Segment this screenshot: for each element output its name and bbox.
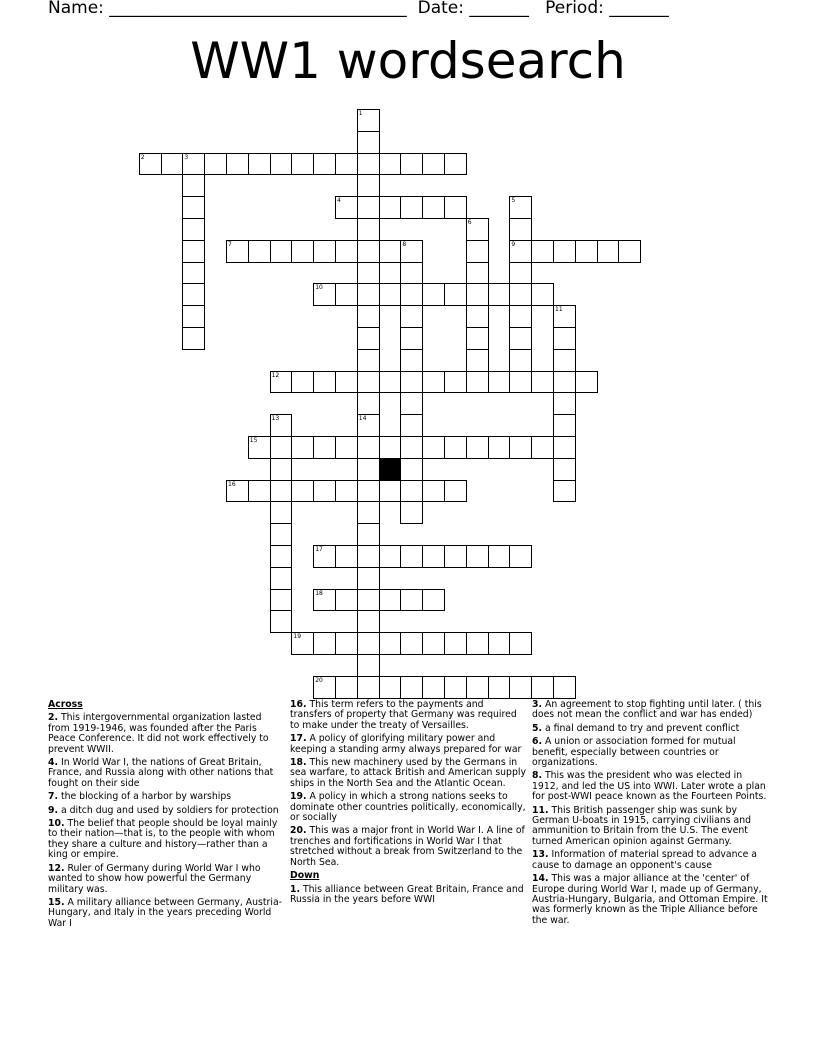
- across-heading: Across: [48, 699, 83, 710]
- grid-cell[interactable]: [182, 153, 205, 176]
- down-clue: 1. This alliance between Great Britain, France and Russia in the years before WWI: [290, 883, 524, 905]
- grid-cell[interactable]: [379, 196, 402, 219]
- grid-cell[interactable]: [575, 240, 598, 263]
- down-clue-list-2: [532, 700, 768, 926]
- clue-number: 6: [467, 219, 472, 226]
- grid-cell[interactable]: [270, 480, 293, 503]
- grid-cell[interactable]: [226, 480, 249, 503]
- grid-cell[interactable]: [335, 632, 358, 655]
- grid-cell[interactable]: [357, 458, 380, 481]
- grid-cell[interactable]: [270, 610, 293, 633]
- grid-cell[interactable]: [270, 523, 293, 546]
- across-clue-list-2: [290, 700, 526, 868]
- grid-cell[interactable]: [313, 283, 336, 306]
- grid-cell[interactable]: [466, 436, 489, 459]
- grid-cell[interactable]: [379, 153, 402, 176]
- across-clue: 2. This intergovernmental organization lasted from 1919-1946, was founded after the Paris Peace Conference. It did not work effectively to prevent WWII.: [48, 712, 269, 755]
- grid-cell[interactable]: [270, 589, 293, 612]
- grid-cell[interactable]: [357, 196, 380, 219]
- clue-number: 11: [555, 306, 563, 314]
- grid-cell[interactable]: [400, 545, 423, 568]
- grid-cell[interactable]: [400, 283, 423, 306]
- grid-cell[interactable]: [509, 349, 532, 372]
- grid-cell[interactable]: [531, 436, 554, 459]
- grid-cell[interactable]: [444, 153, 467, 176]
- grid-cell[interactable]: [466, 371, 489, 394]
- grid-cell[interactable]: [553, 436, 576, 459]
- grid-cell[interactable]: [466, 545, 489, 568]
- grid-cell[interactable]: [313, 436, 336, 459]
- clue-number: 9: [511, 240, 516, 248]
- grid-cell[interactable]: [400, 480, 423, 503]
- across-clue: 10. The belief that people should be loyal mainly to their nation—that is, to the people with whom they share a culture and history—rather than a king or empire.: [48, 818, 278, 861]
- across-clue: 15. A military alliance between Germany, Austria-Hungary, and Italy in the years preceding World War I: [48, 896, 282, 929]
- grid-cell[interactable]: [270, 567, 293, 590]
- grid-cell[interactable]: [313, 480, 336, 503]
- grid-cell[interactable]: [466, 262, 489, 285]
- grid-cell[interactable]: [182, 283, 205, 306]
- grid-cell[interactable]: [357, 676, 380, 699]
- grid-cell[interactable]: [248, 436, 271, 459]
- across-clue: 12. Ruler of Germany during World War I who wanted to show how powerful the Germany military was.: [48, 862, 261, 895]
- grid-cell[interactable]: [400, 305, 423, 328]
- grid-cell[interactable]: [509, 305, 532, 328]
- grid-cell[interactable]: [466, 240, 489, 263]
- grid-cell[interactable]: [422, 676, 445, 699]
- across-clue: 18. This new machinery used by the Germans in sea warfare, to attack British and American supply ships in the North Sea and the Atlantic Ocean.: [290, 757, 526, 789]
- grid-cell[interactable]: [553, 305, 576, 328]
- across-clue: 9. a ditch dug and used by soldiers for protection: [48, 804, 279, 816]
- grid-cell[interactable]: [488, 632, 511, 655]
- grid-cell[interactable]: [488, 371, 511, 394]
- grid-cell[interactable]: [248, 153, 271, 176]
- grid-cell[interactable]: [248, 480, 271, 503]
- clue-number: 10: [315, 284, 323, 292]
- grid-cell[interactable]: [335, 240, 358, 263]
- grid-cell[interactable]: [553, 458, 576, 481]
- clue-number: 5: [511, 197, 516, 205]
- grid-cell[interactable]: [400, 436, 423, 459]
- grid-cell[interactable]: [379, 240, 402, 263]
- grid-cell[interactable]: [553, 240, 576, 263]
- grid-cell[interactable]: [357, 589, 380, 612]
- grid-cell[interactable]: [400, 501, 423, 524]
- grid-cell[interactable]: [204, 153, 227, 176]
- grid-cell[interactable]: [335, 153, 358, 176]
- grid-cell[interactable]: [270, 414, 293, 437]
- grid-cell[interactable]: [291, 632, 314, 655]
- grid-cell[interactable]: [291, 371, 314, 394]
- across-clue: 17. A policy of glorifying military power and keeping a standing army always prepared for war: [290, 733, 522, 755]
- grid-cell[interactable]: [509, 676, 532, 699]
- clue-number: 19: [293, 633, 302, 641]
- grid-cell[interactable]: [488, 436, 511, 459]
- grid-cell[interactable]: [182, 240, 205, 263]
- grid-cell[interactable]: [357, 480, 380, 503]
- grid-cell[interactable]: [357, 218, 380, 241]
- clue-number: 13: [271, 415, 280, 423]
- grid-cell[interactable]: [270, 501, 293, 524]
- down-clue: 3. An agreement to stop fighting until later. ( this does not mean the conflict and war has ended): [532, 699, 762, 721]
- grid-cell[interactable]: [357, 610, 380, 633]
- grid-cell[interactable]: [357, 349, 380, 372]
- grid-cell[interactable]: [400, 414, 423, 437]
- grid-cell[interactable]: [509, 283, 532, 306]
- across-clue: 4. In World War I, the nations of Great Britain, France, and Russia along with other nations that fought on their side: [48, 757, 274, 789]
- grid-cell[interactable]: [488, 283, 511, 306]
- down-heading: Down: [290, 870, 320, 882]
- clue-number: 4: [337, 197, 341, 205]
- grid-cell[interactable]: [357, 414, 380, 437]
- grid-cell[interactable]: [466, 349, 489, 372]
- grid-cell[interactable]: [335, 283, 358, 306]
- grid-cell[interactable]: [422, 196, 445, 219]
- grid-cell[interactable]: [248, 240, 271, 263]
- grid-cell[interactable]: [335, 480, 358, 503]
- grid-cell[interactable]: [400, 589, 423, 612]
- down-clue: 13. Information of material spread to advance a cause to damage an opponent's cause: [532, 849, 757, 871]
- down-clue: 5. a final demand to try and prevent conflict: [532, 722, 740, 734]
- grid-cell[interactable]: [422, 153, 445, 176]
- grid-cell[interactable]: [509, 545, 532, 568]
- grid-cell[interactable]: [575, 371, 598, 394]
- across-clue: 19. A policy in which a strong nations seeks to dominate other countries politically, economically, or socially: [290, 791, 526, 824]
- grid-cell[interactable]: [335, 589, 358, 612]
- grid-cell[interactable]: [226, 153, 249, 176]
- grid-cell[interactable]: [553, 392, 576, 415]
- grid-cell[interactable]: [531, 676, 554, 699]
- grid-cell[interactable]: [313, 240, 336, 263]
- grid-cell[interactable]: [509, 371, 532, 394]
- grid-cell[interactable]: [270, 153, 293, 176]
- grid-cell[interactable]: [553, 414, 576, 437]
- grid-cell[interactable]: [466, 218, 489, 241]
- name-label: Name:: [48, 0, 104, 18]
- grid-cell[interactable]: [400, 458, 423, 481]
- clue-number: 16: [228, 480, 236, 488]
- grid-cell[interactable]: [466, 676, 489, 699]
- across-clue: 20. This was a major front in World War I. A line of trenches and fortifications in World War I that stretched without a break from Switzerland to the North Sea.: [290, 825, 525, 868]
- grid-cell[interactable]: [335, 436, 358, 459]
- grid-cell[interactable]: [357, 153, 380, 176]
- clue-number: 18: [315, 589, 323, 597]
- grid-cell[interactable]: [444, 632, 467, 655]
- grid-cell[interactable]: [357, 327, 380, 350]
- grid-cell[interactable]: [226, 240, 249, 263]
- across-clue: 16. This term refers to the payments and transfers of property that Germany was required to make under the treaty of Versailles.: [290, 699, 517, 731]
- grid-cell[interactable]: [313, 632, 336, 655]
- grid-cell[interactable]: [379, 589, 402, 612]
- grid-cell[interactable]: [139, 153, 162, 176]
- grid-cell[interactable]: [531, 283, 554, 306]
- grid-cell[interactable]: [400, 632, 423, 655]
- grid-cell[interactable]: [357, 262, 380, 285]
- grid-cell[interactable]: [444, 371, 467, 394]
- grid-cell[interactable]: [357, 283, 380, 306]
- grid-cell[interactable]: [357, 392, 380, 415]
- grid-cell[interactable]: [357, 109, 380, 132]
- grid-cell[interactable]: [357, 305, 380, 328]
- clue-number: 8: [402, 240, 407, 248]
- grid-cell[interactable]: [553, 676, 576, 699]
- grid-cell[interactable]: [422, 589, 445, 612]
- grid-cell[interactable]: [335, 196, 358, 219]
- grid-cell[interactable]: [509, 436, 532, 459]
- grid-cell[interactable]: [182, 305, 205, 328]
- clues-column-2: [290, 700, 526, 908]
- grid-cell[interactable]: [291, 240, 314, 263]
- clue-number: 14: [358, 415, 367, 423]
- grid-cell[interactable]: [357, 131, 380, 154]
- grid-cell[interactable]: [379, 480, 402, 503]
- grid-cell[interactable]: [400, 262, 423, 285]
- grid-cell[interactable]: [400, 327, 423, 350]
- grid-cell[interactable]: [422, 545, 445, 568]
- down-clue: 6. A union or association formed for mutual benefit, especially between countries or organizations.: [532, 736, 736, 769]
- grid-cell[interactable]: [182, 262, 205, 285]
- grid-cell[interactable]: [357, 436, 380, 459]
- grid-cell[interactable]: [509, 327, 532, 350]
- clue-number: 12: [271, 371, 280, 379]
- grid-cell[interactable]: [357, 567, 380, 590]
- grid-cell[interactable]: [444, 480, 467, 503]
- grid-cell[interactable]: [422, 480, 445, 503]
- across-clue-list-1: [48, 713, 283, 929]
- grid-cell[interactable]: [313, 153, 336, 176]
- date-label: Date:: [417, 0, 464, 18]
- grid-cell[interactable]: [291, 480, 314, 503]
- grid-cell[interactable]: [444, 283, 467, 306]
- grid-cell[interactable]: [270, 436, 293, 459]
- grid-cell[interactable]: [553, 349, 576, 372]
- grid-cell[interactable]: [466, 632, 489, 655]
- grid-cell[interactable]: [379, 436, 402, 459]
- grid-cell[interactable]: [466, 305, 489, 328]
- grid-cell[interactable]: [379, 632, 402, 655]
- grid-cell[interactable]: [597, 240, 620, 263]
- grid-cell[interactable]: [270, 371, 293, 394]
- grid-cell[interactable]: [291, 153, 314, 176]
- grid-cell[interactable]: [488, 545, 511, 568]
- grid-cell[interactable]: [291, 436, 314, 459]
- page-title: WW1 wordsearch: [190, 32, 626, 90]
- across-clue: 7. the blocking of a harbor by warships: [48, 791, 232, 803]
- grid-cell[interactable]: [357, 654, 380, 677]
- grid-cell[interactable]: [618, 240, 641, 263]
- grid-cell[interactable]: [335, 371, 358, 394]
- grid-cell[interactable]: [488, 676, 511, 699]
- grid-cell[interactable]: [379, 545, 402, 568]
- down-clue: 8. This was the president who was elected in 1912, and led the US into WWI. Later wrote a plan for post-WWI peace known as the Fourteen Points.: [532, 770, 767, 803]
- grid-cell[interactable]: [422, 632, 445, 655]
- grid-cell[interactable]: [400, 196, 423, 219]
- down-clue: 14. This was a major alliance at the 'center' of Europe during World War I, made up of Germany, Austria-Hungary, Bulgaria, and Ottoman Empire. It was formerly known as the Triple Alliance before the war.: [532, 873, 768, 926]
- grid-cell[interactable]: [270, 240, 293, 263]
- grid-cell[interactable]: [509, 262, 532, 285]
- grid-cell[interactable]: [357, 174, 380, 197]
- clues-column-1: [48, 700, 283, 932]
- grid-cell[interactable]: [509, 218, 532, 241]
- grid-cell[interactable]: [357, 523, 380, 546]
- grid-cell[interactable]: [531, 240, 554, 263]
- grid-cell[interactable]: [553, 480, 576, 503]
- grid-cell[interactable]: [422, 371, 445, 394]
- grid-cell[interactable]: [422, 436, 445, 459]
- grid-cell[interactable]: [509, 196, 532, 219]
- grid-cell[interactable]: [400, 153, 423, 176]
- clues-column-3: [532, 700, 768, 929]
- grid-cell[interactable]: [422, 283, 445, 306]
- grid-cell[interactable]: [357, 545, 380, 568]
- grid-cell[interactable]: [531, 371, 554, 394]
- clue-number: 17: [315, 546, 323, 553]
- grid-cell[interactable]: [357, 240, 380, 263]
- grid-cell[interactable]: [357, 371, 380, 394]
- grid-cell[interactable]: [400, 371, 423, 394]
- grid-cell[interactable]: [161, 153, 184, 176]
- grid-cell[interactable]: [182, 174, 205, 197]
- grid-cell[interactable]: [270, 458, 293, 481]
- grid-cell[interactable]: [379, 283, 402, 306]
- grid-cell[interactable]: [553, 371, 576, 394]
- grid-cell[interactable]: [509, 240, 532, 263]
- grid-cell[interactable]: [444, 196, 467, 219]
- grid-cell[interactable]: [335, 676, 358, 699]
- grid-cell[interactable]: [444, 545, 467, 568]
- grid-cell[interactable]: [357, 501, 380, 524]
- grid-cell[interactable]: [400, 240, 423, 263]
- grid-cell[interactable]: [466, 327, 489, 350]
- grid-cell[interactable]: [313, 371, 336, 394]
- clue-number: 20: [315, 676, 323, 684]
- clue-number: 15: [249, 437, 258, 444]
- clue-number: 2: [140, 153, 145, 161]
- clue-number: 1: [358, 110, 363, 117]
- grid-cell[interactable]: [509, 632, 532, 655]
- grid-cell[interactable]: [335, 545, 358, 568]
- student-info-header: Name: ___________________________________ Date: _______ Period: _______: [48, 0, 669, 18]
- grid-cell[interactable]: [313, 545, 336, 568]
- down-clue: 11. This British passenger ship was sunk by German U-boats in 1915, carrying civilians and ammunition to Britain from the U.S. The event turned American opinion against Germany.: [532, 804, 752, 847]
- grid-cell[interactable]: [182, 327, 205, 350]
- grid-cell[interactable]: [270, 545, 293, 568]
- black-cell: [379, 458, 402, 481]
- grid-cell[interactable]: [400, 392, 423, 415]
- grid-cell[interactable]: [400, 676, 423, 699]
- grid-cell[interactable]: [313, 676, 336, 699]
- grid-cell[interactable]: [379, 676, 402, 699]
- grid-cell[interactable]: [400, 349, 423, 372]
- grid-cell[interactable]: [553, 327, 576, 350]
- grid-cell[interactable]: [444, 436, 467, 459]
- grid-cell[interactable]: [444, 676, 467, 699]
- grid-cell[interactable]: [182, 196, 205, 219]
- down-clue-list-1: [290, 885, 526, 906]
- period-label: Period:: [545, 0, 604, 18]
- grid-cell[interactable]: [466, 283, 489, 306]
- clue-number: 7: [228, 240, 232, 248]
- grid-cell[interactable]: [379, 371, 402, 394]
- clue-number: 3: [184, 153, 189, 161]
- grid-cell[interactable]: [313, 589, 336, 612]
- grid-cell[interactable]: [357, 632, 380, 655]
- grid-cell[interactable]: [182, 218, 205, 241]
